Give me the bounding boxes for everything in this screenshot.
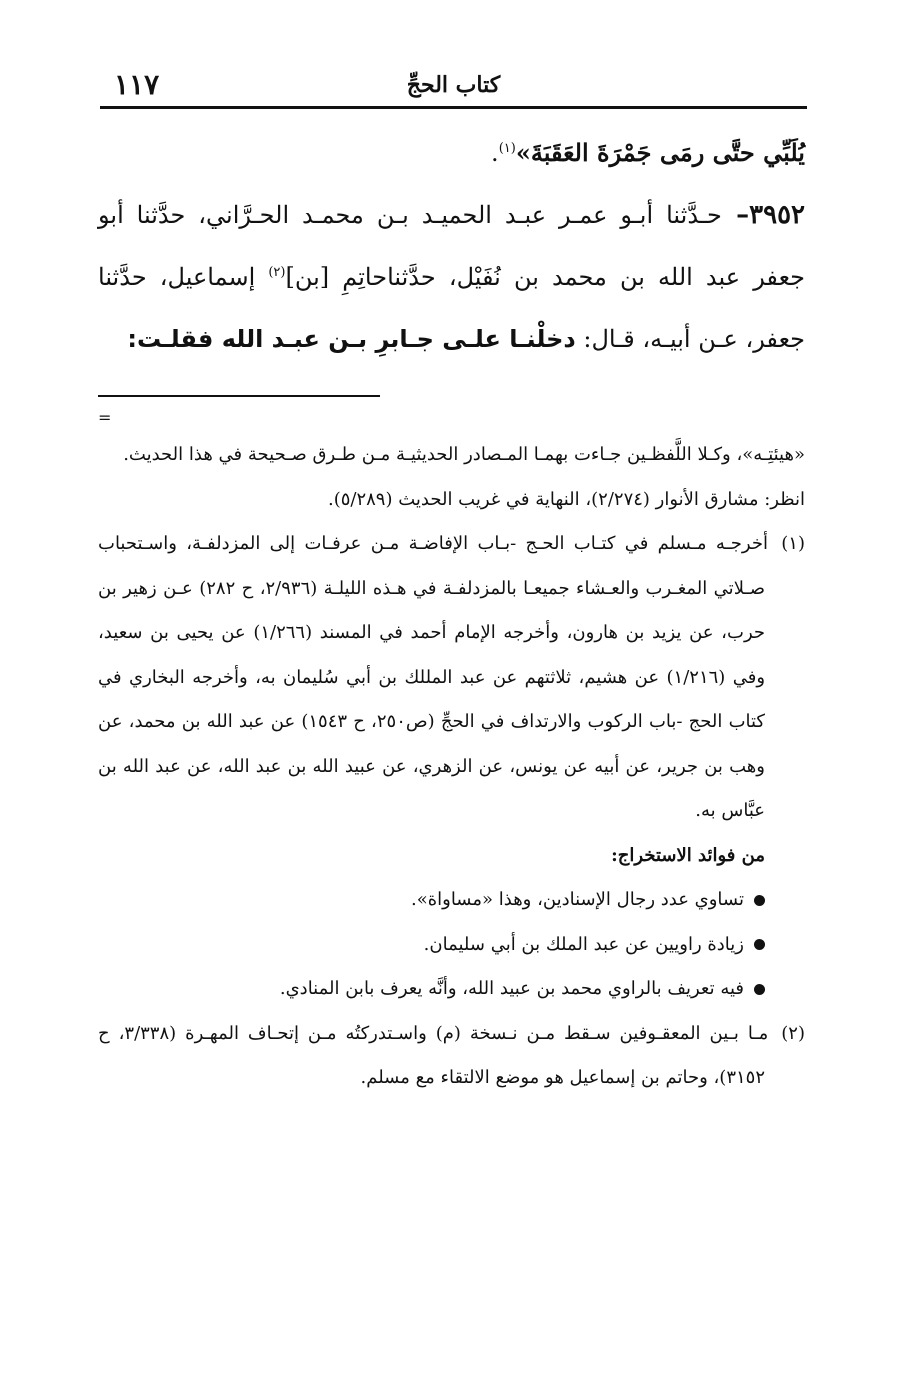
isnad-text-b: إسماعيل، حدَّثنا جعفر، عـن أبيـه، قـال: bbox=[98, 263, 805, 353]
matn-text: دخلْنـا علـى جـابرِ بـن عبـد الله فقلـت: bbox=[127, 325, 576, 353]
footnotes bbox=[98, 433, 805, 1101]
footnote-ref-1: (١) bbox=[498, 141, 516, 156]
sentence-end: . bbox=[491, 139, 499, 167]
isnad-text-a: حـدَّثنا أبـو عمـر عبـد الحميـد بـن محمـد الحـرَّاني، حدَّثنا أبو جعفر عبد الله بن محمد بن نُفَيْل، حدَّثناحاتِمِ [بن] bbox=[98, 201, 805, 291]
footnote-continuation: «هيئتِـه»، وكـلا اللَّفظـين جـاءت بهمـا المـصادر الحديثيـة مـن طـرق صـحيحة في هذا الحديث. bbox=[123, 444, 805, 465]
main-text bbox=[98, 122, 805, 370]
footnote-2 bbox=[98, 1012, 805, 1101]
footnote-2-number: (٢) bbox=[781, 1022, 805, 1044]
list-item: فيه تعريف بالراوي محمد بن عبيد الله، وأنَّه يعرف بابن المنادي. bbox=[98, 967, 765, 1012]
bullet-icon bbox=[754, 984, 765, 995]
benefits-title: من فوائد الاستخراج: bbox=[611, 844, 765, 866]
footnote-2-text: مـا بـين المعقـوفين سـقط مـن نـسخة (م) واسـتدركتُه مـن إتحـاف المهـرة (٣/٣٣٨، ح ٣١٥٢)، وحاتم بن إسماعيل هو موضع الالتقاء مع مسلم. bbox=[98, 1022, 769, 1088]
main-line-continuation bbox=[98, 122, 805, 184]
footnote-1-text: أخرجـه مـسلم في كتـاب الحـج -بـاب الإفاضـة مـن عرفـات إلى المزدلفـة، واسـتحباب صـلاتي المغـرب والعـشاء جميعـا بالمزدلفـة في هـذه الليلـة (٢/٩٣٦، ح ٢٨٢) عـن زهير بن حرب، عن يزيد بن هارون، وأخرجه الإمام أحمد في المسند (١/٢٦٦) عن يحيى بن سعيد، وفي (١/٢١٦) عن هشيم، ثلاثتهم عن عبد المللك بن أبي سُليمان به، وأخرجه البخاري في كتاب الحج -باب الركوب والارتداف في الحجِّ (ص٢٥٠، ح ١٥٤٣) عن عبد الله بن محمد، عن وهب بن جرير، عن أبيه عن يونس، عن الزهري، عن عبيد الله بن عبد الله، عن عبد الله بن عبَّاس به. bbox=[98, 533, 768, 821]
footnote-1-number: (١) bbox=[781, 533, 805, 554]
hadith-paragraph bbox=[98, 184, 805, 370]
hadith-number: ٣٩٥٢ bbox=[749, 200, 805, 230]
list-item: زيادة راويين عن عبد الملك بن أبي سليمان. bbox=[98, 923, 765, 968]
footnote-reference-line: انظر: مشارق الأنوار (٢/٢٧٤)، النهاية في غريب الحديث (٥/٢٨٩). bbox=[327, 488, 805, 510]
footnote-ref-2: (٢) bbox=[268, 265, 286, 280]
benefits-list bbox=[98, 878, 765, 1012]
bullet-icon bbox=[754, 939, 765, 950]
running-title: كتاب الحجِّ bbox=[406, 72, 501, 98]
hadith-dash: – bbox=[721, 200, 750, 230]
page-number: ١١٧ bbox=[114, 68, 160, 101]
footnote-separator bbox=[98, 395, 380, 397]
prophetic-text: يُلَبِّي حتَّى رمَى جَمْرَةَ العَقَبَةَ» bbox=[515, 138, 805, 167]
footnote-continuation-mark: = bbox=[98, 408, 112, 427]
list-item: تساوي عدد رجال الإسنادين، وهذا «مساواة». bbox=[98, 878, 765, 923]
page-header bbox=[100, 66, 807, 109]
footnote-1 bbox=[98, 522, 805, 1012]
bullet-icon bbox=[754, 895, 765, 906]
